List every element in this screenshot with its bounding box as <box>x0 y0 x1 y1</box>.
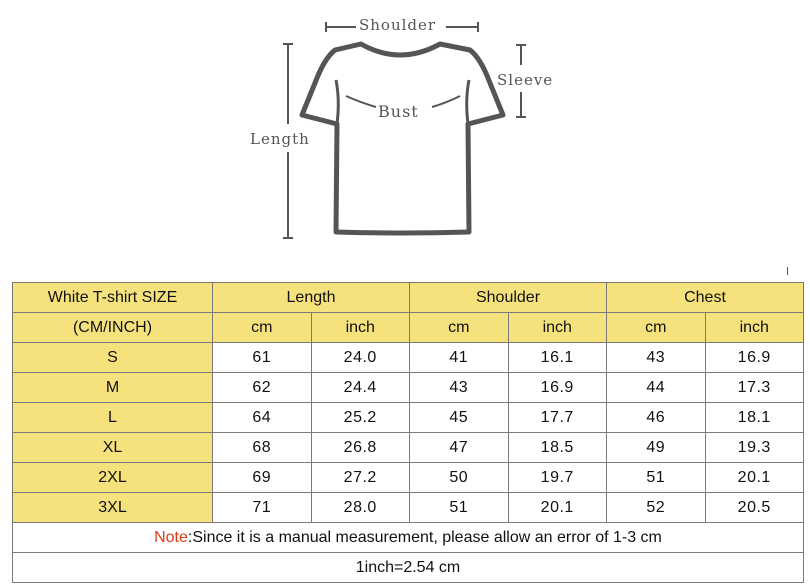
group-header-shoulder: Shoulder <box>410 283 607 313</box>
tshirt-measurement-diagram <box>0 0 810 270</box>
value-cell: 20.1 <box>508 493 607 523</box>
value-cell: 16.9 <box>508 373 607 403</box>
size-cell: 3XL <box>13 493 213 523</box>
value-cell: 28.0 <box>311 493 410 523</box>
value-cell: 27.2 <box>311 463 410 493</box>
tshirt-outline-icon <box>0 0 810 270</box>
bust-label: Bust <box>378 102 419 121</box>
note-text: :Since it is a manual measurement, please allow an error of 1-3 cm <box>187 529 662 546</box>
size-cell: M <box>13 373 213 403</box>
value-cell: 43 <box>607 343 706 373</box>
note-row <box>13 523 804 553</box>
table-unit-row <box>13 313 804 343</box>
inch-conversion: 1inch=2.54 cm <box>13 553 804 583</box>
value-cell: 62 <box>213 373 312 403</box>
size-cell: 2XL <box>13 463 213 493</box>
value-cell: 50 <box>410 463 509 493</box>
conversion-row <box>13 553 804 583</box>
value-cell: 24.4 <box>311 373 410 403</box>
value-cell: 46 <box>607 403 706 433</box>
table-row <box>13 493 804 523</box>
value-cell: 41 <box>410 343 509 373</box>
value-cell: 25.2 <box>311 403 410 433</box>
value-cell: 51 <box>410 493 509 523</box>
unit-header: cm <box>410 313 509 343</box>
value-cell: 18.5 <box>508 433 607 463</box>
group-header-chest: Chest <box>607 283 804 313</box>
value-cell: 49 <box>607 433 706 463</box>
table-row <box>13 343 804 373</box>
value-cell: 61 <box>213 343 312 373</box>
unit-header: inch <box>705 313 804 343</box>
value-cell: 20.1 <box>705 463 804 493</box>
value-cell: 17.7 <box>508 403 607 433</box>
value-cell: 44 <box>607 373 706 403</box>
length-label: Length <box>250 130 310 148</box>
value-cell: 71 <box>213 493 312 523</box>
unit-header: inch <box>508 313 607 343</box>
size-header-title: White T-shirt SIZE <box>13 283 213 313</box>
value-cell: 16.1 <box>508 343 607 373</box>
size-cell: XL <box>13 433 213 463</box>
table-header-row <box>13 283 804 313</box>
value-cell: 51 <box>607 463 706 493</box>
value-cell: 19.3 <box>705 433 804 463</box>
value-cell: 69 <box>213 463 312 493</box>
value-cell: 17.3 <box>705 373 804 403</box>
value-cell: 18.1 <box>705 403 804 433</box>
value-cell: 64 <box>213 403 312 433</box>
unit-header: cm <box>213 313 312 343</box>
unit-header: inch <box>311 313 410 343</box>
size-chart-table <box>12 282 804 583</box>
value-cell: 20.5 <box>705 493 804 523</box>
table-row <box>13 463 804 493</box>
value-cell: 26.8 <box>311 433 410 463</box>
value-cell: 24.0 <box>311 343 410 373</box>
value-cell: 52 <box>607 493 706 523</box>
sleeve-label: Sleeve <box>497 71 554 89</box>
unit-header: cm <box>607 313 706 343</box>
value-cell: 16.9 <box>705 343 804 373</box>
size-cell: S <box>13 343 213 373</box>
size-cell: L <box>13 403 213 433</box>
value-cell: 43 <box>410 373 509 403</box>
value-cell: 19.7 <box>508 463 607 493</box>
shoulder-label: Shoulder <box>359 16 437 34</box>
measurement-note <box>13 523 804 553</box>
table-row <box>13 373 804 403</box>
size-header-units: (CM/INCH) <box>13 313 213 343</box>
value-cell: 68 <box>213 433 312 463</box>
note-label: Note <box>154 529 188 546</box>
divider-mark <box>787 267 788 275</box>
value-cell: 45 <box>410 403 509 433</box>
table-row <box>13 433 804 463</box>
value-cell: 47 <box>410 433 509 463</box>
table-row <box>13 403 804 433</box>
group-header-length: Length <box>213 283 410 313</box>
